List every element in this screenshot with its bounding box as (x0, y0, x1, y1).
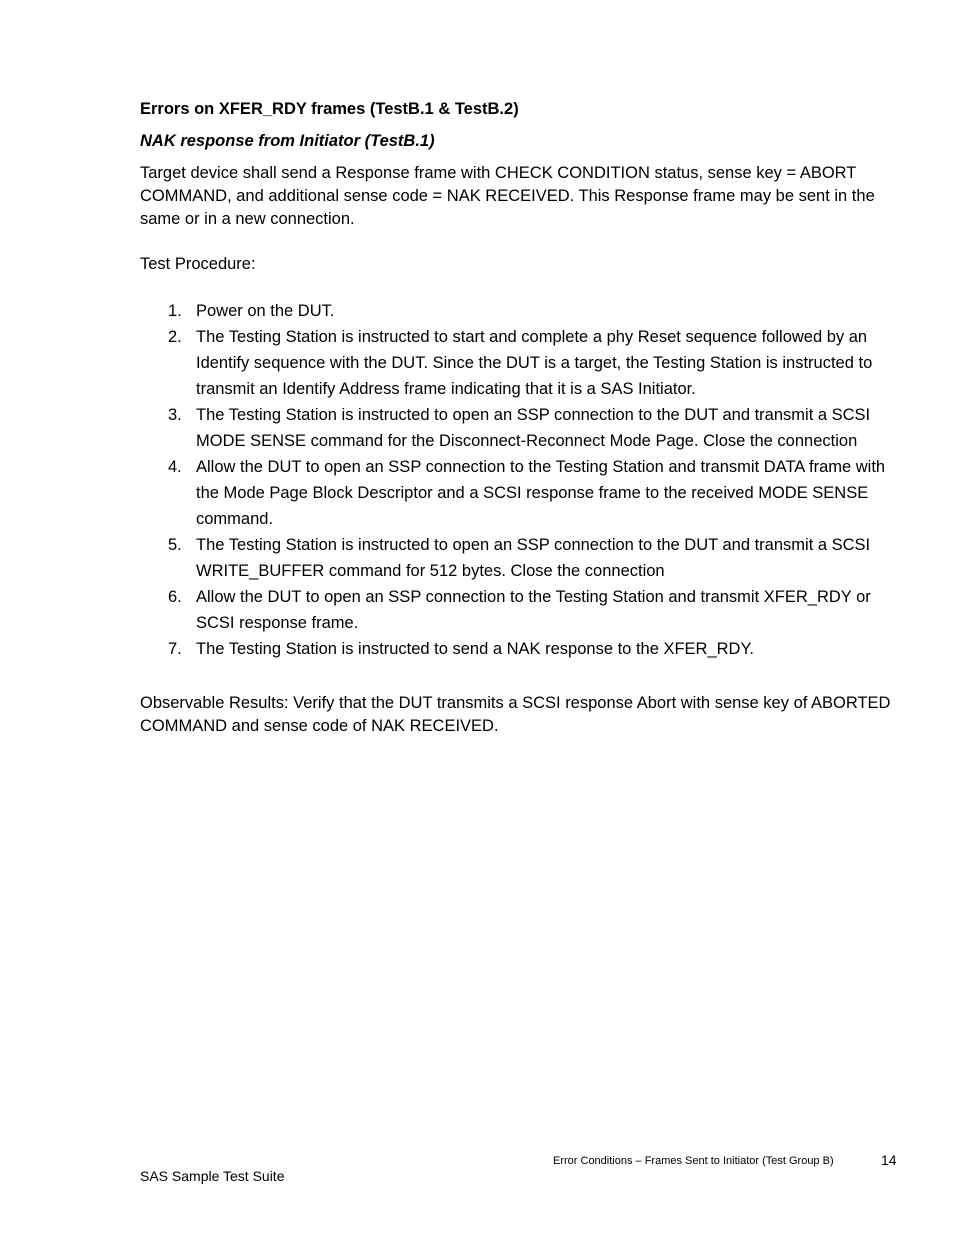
procedure-step (140, 532, 900, 584)
step-number: 3. (168, 406, 182, 424)
footer-section-title: Error Conditions – Frames Sent to Initiator (Test Group B) (553, 1155, 834, 1167)
step-number: 7. (168, 640, 182, 658)
section-heading: Errors on XFER_RDY frames (TestB.1 & TestB.2) (140, 100, 519, 118)
observable-results: Observable Results: Verify that the DUT transmits a SCSI response Abort with sense key of ABORTED COMMAND and sense code of NAK RECEIVED. (140, 694, 891, 735)
step-number: 4. (168, 458, 182, 476)
procedure-step (140, 454, 900, 532)
step-text: The Testing Station is instructed to open an SSP connection to the DUT and transmit a SCSI MODE SENSE command for the Disconnect-Reconnect Mode Page. Close the connection (196, 406, 871, 450)
page-number: 14 (881, 1152, 897, 1168)
procedure-step (140, 324, 900, 402)
step-text: Allow the DUT to open an SSP connection to the Testing Station and transmit DATA frame with the Mode Page Block Descriptor and a SCSI response frame to the received MODE SENSE command. (196, 458, 886, 528)
step-number: 6. (168, 588, 182, 606)
step-number: 2. (168, 328, 182, 346)
procedure-step (140, 402, 900, 454)
procedure-step (140, 298, 900, 324)
step-text: The Testing Station is instructed to send a NAK response to the XFER_RDY. (196, 640, 754, 658)
step-text: The Testing Station is instructed to start and complete a phy Reset sequence followed by an Identify sequence with the DUT. Since the DUT is a target, the Testing Station is instructed to transmit an Identify Address frame indicating that it is a SAS Initiator. (196, 328, 873, 398)
footer-suite-name: SAS Sample Test Suite (140, 1168, 285, 1184)
step-number: 1. (168, 302, 182, 320)
procedure-step (140, 636, 900, 662)
step-number: 5. (168, 536, 182, 554)
procedure-step (140, 584, 900, 636)
test-subheading: NAK response from Initiator (TestB.1) (140, 132, 435, 150)
step-text: Allow the DUT to open an SSP connection to the Testing Station and transmit XFER_RDY or SCSI response frame. (196, 588, 871, 632)
step-text: Power on the DUT. (196, 302, 335, 320)
intro-paragraph: Target device shall send a Response frame with CHECK CONDITION status, sense key = ABORT COMMAND, and additional sense code = NAK RECEIVED. This Response frame may be sent in the same or in a new connection. (140, 164, 875, 228)
procedure-steps (140, 298, 900, 662)
step-text: The Testing Station is instructed to open an SSP connection to the DUT and transmit a SCSI WRITE_BUFFER command for 512 bytes. Close the connection (196, 536, 871, 580)
page-content (140, 98, 900, 738)
procedure-label: Test Procedure: (140, 255, 256, 273)
